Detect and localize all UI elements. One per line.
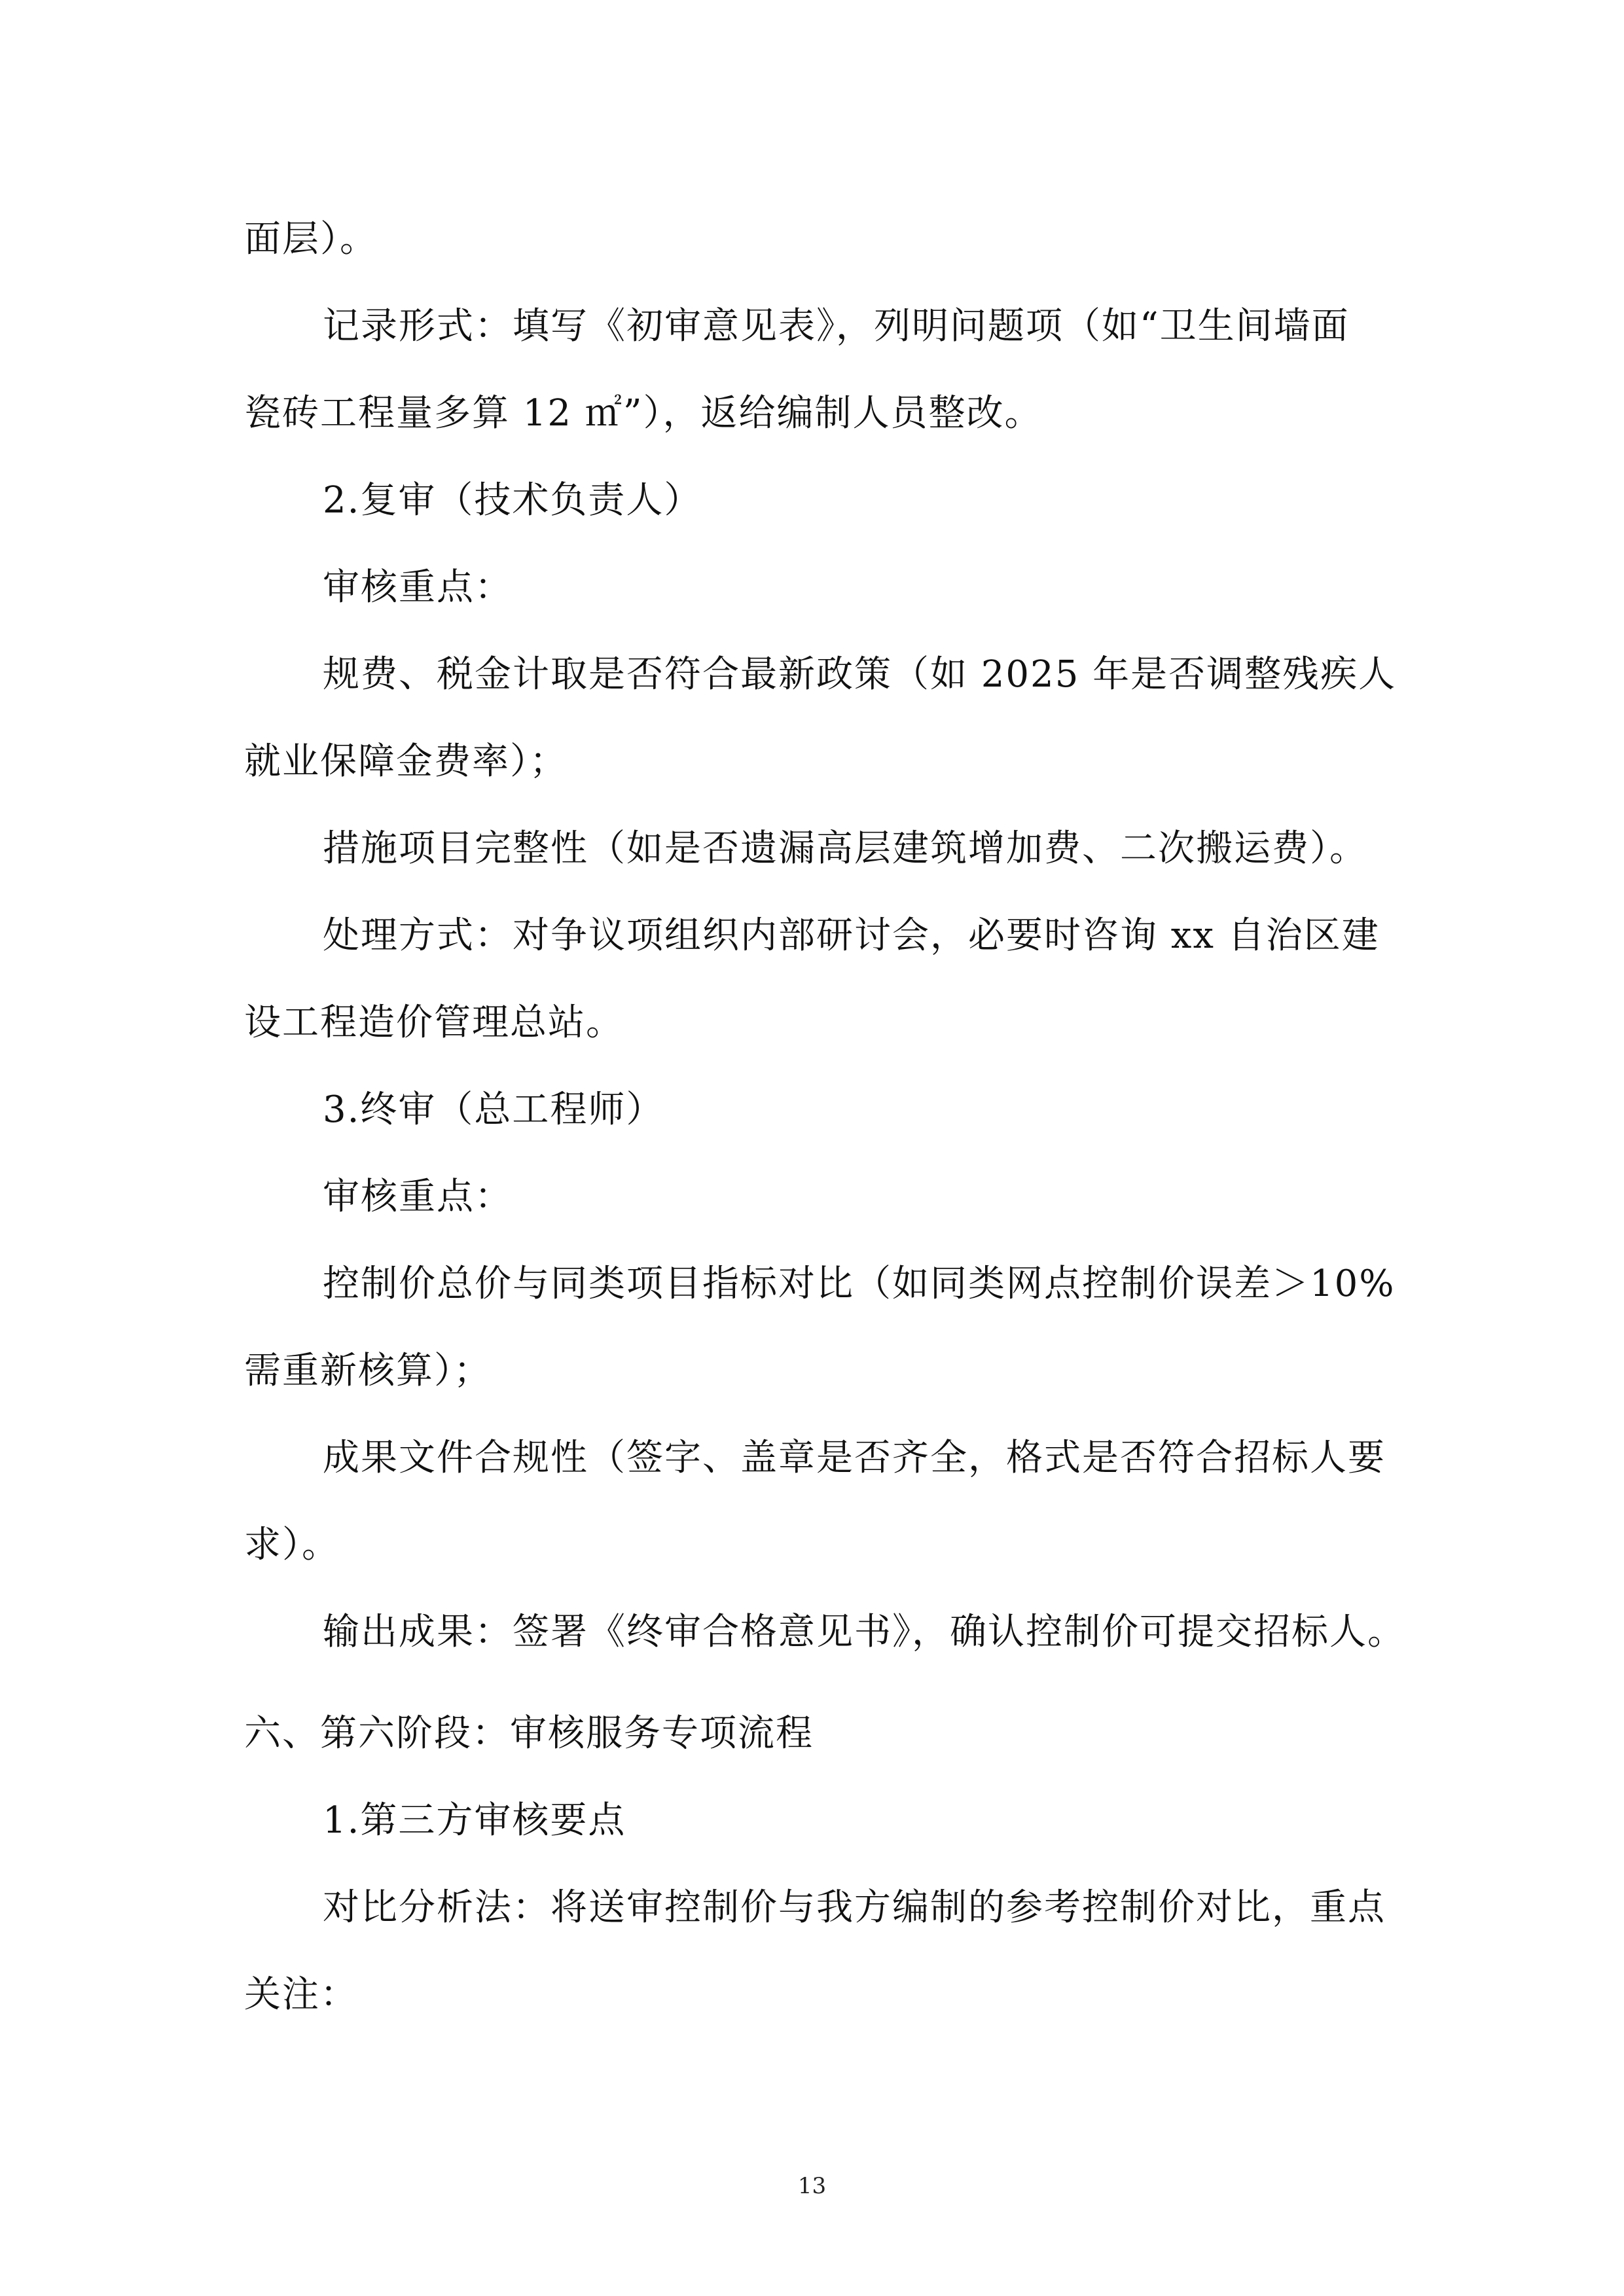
paragraph-line: 处理方式：对争议项组织内部研讨会，必要时咨询 xx 自治区建 <box>323 914 1380 957</box>
paragraph-line: 控制价总价与同类项目指标对比（如同类网点控制价误差＞10% <box>323 1263 1396 1305</box>
paragraph-line: 求）。 <box>244 1524 340 1566</box>
subheading-line: 2.复审（技术负责人） <box>323 479 702 522</box>
paragraph-line: 规费、税金计取是否符合最新政策（如 2025 年是否调整残疾人 <box>323 653 1397 696</box>
page-number: 13 <box>797 2173 827 2199</box>
paragraph-line: 关注： <box>244 1973 358 2016</box>
paragraph-line: 记录形式：填写《初审意见表》，列明问题项（如“卫生间墙面 <box>323 305 1350 348</box>
paragraph-line: 面层）。 <box>244 218 378 260</box>
subheading-line: 1.第三方审核要点 <box>323 1799 626 1842</box>
section-heading: 六、第六阶段：审核服务专项流程 <box>244 1712 814 1755</box>
paragraph-line: 措施项目完整性（如是否遗漏高层建筑增加费、二次搬运费）。 <box>323 827 1367 870</box>
paragraph-line: 瓷砖工程量多算 12 ㎡”），返给编制人员整改。 <box>244 392 1043 435</box>
paragraph-line: 设工程造价管理总站。 <box>244 1001 624 1044</box>
paragraph-line: 就业保障金费率）； <box>244 740 568 783</box>
paragraph-line: 成果文件合规性（签字、盖章是否齐全，格式是否符合招标人要 <box>323 1437 1386 1479</box>
paragraph-line: 审核重点： <box>323 566 513 609</box>
paragraph-line: 需重新核算）； <box>244 1350 492 1392</box>
paragraph-line: 对比分析法：将送审控制价与我方编制的参考控制价对比，重点 <box>323 1886 1386 1929</box>
paragraph-line: 输出成果：签署《终审合格意见书》，确认控制价可提交招标人。 <box>323 1611 1405 1653</box>
paragraph-line: 审核重点： <box>323 1175 513 1218</box>
subheading-line: 3.终审（总工程师） <box>323 1088 664 1131</box>
